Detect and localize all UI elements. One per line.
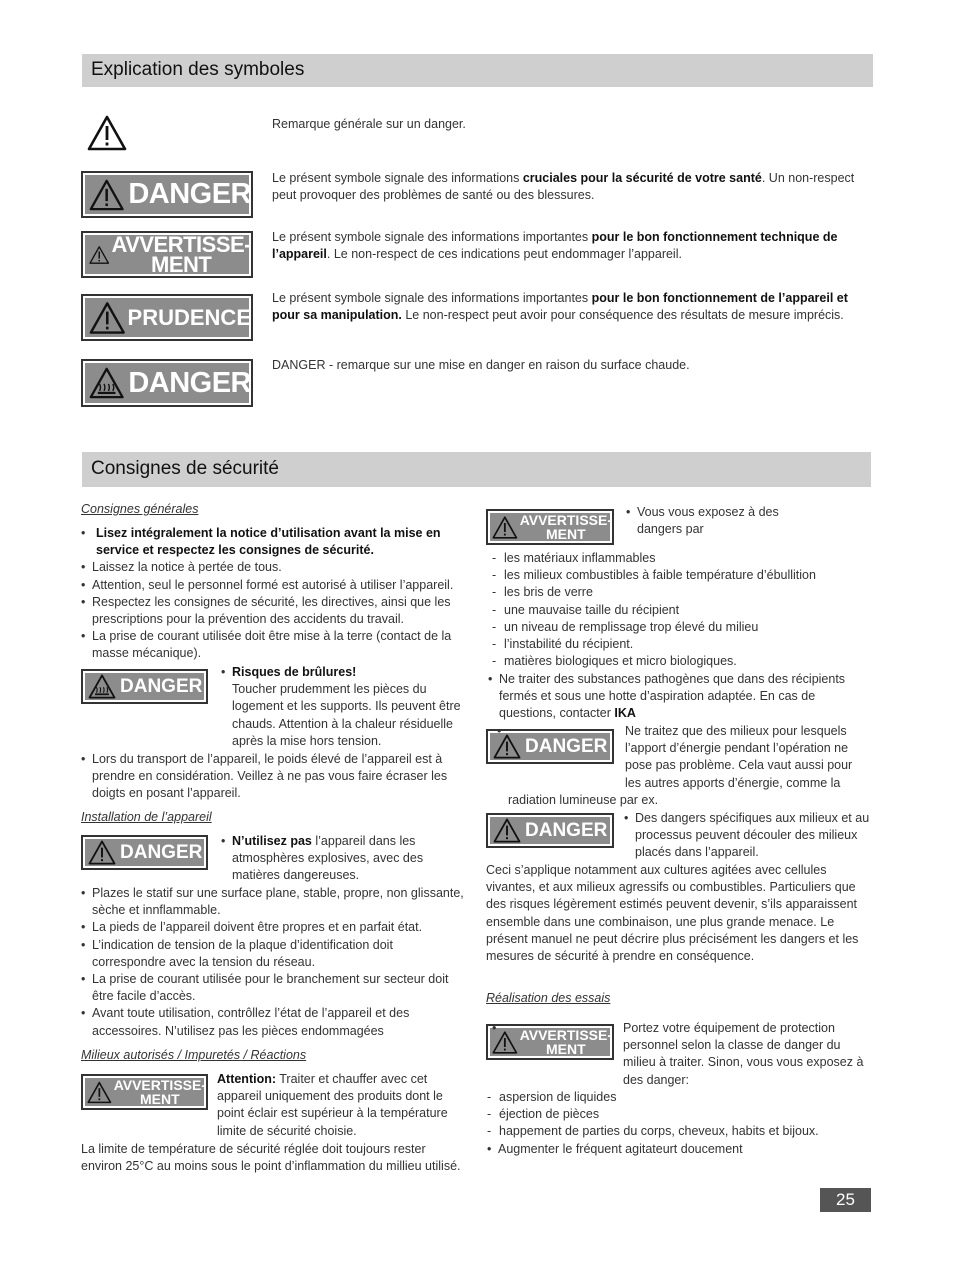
attention-text: Traiter et chauffer avec cet appareil uniquement des produits dont le point éclair est supérieur à la température limite de sécurité choisie. [217, 1072, 448, 1138]
list-item: - aspersion de liquides [487, 1089, 867, 1106]
badge-label-line1: AVVERTISSE- [519, 1027, 612, 1043]
specific-dangers-item: • Des dangers spécifiques aux milieux et au processus peuvent découler des milieux placés dans l’appareil. [624, 810, 870, 862]
burn-title: Risques de brûlures! [232, 665, 357, 679]
list-item: - un niveau de remplissage trop élevé du milieu [492, 619, 872, 636]
list-item: • L’indication de tension de la plaque d’identification doit correspondre avec la tension du réseau. [81, 937, 466, 971]
avertissement-badge-small [486, 509, 614, 545]
subheading-milieux: Milieux autorisés / Impuretés / Réactions [81, 1048, 307, 1062]
symbol-desc-general: Remarque générale sur un danger. [272, 117, 466, 131]
list-item: - happement de parties du corps, cheveux, habits et bijoux. [487, 1123, 867, 1140]
list-item: - les bris de verre [492, 584, 872, 601]
list-item: - l’instabilité du récipient. [492, 636, 872, 653]
danger-hot-badge-small: DANGER [81, 669, 208, 704]
list-item: - éjection de pièces [487, 1106, 867, 1123]
warning-triangle-icon [87, 115, 127, 151]
prudence-badge: PRUDENCE [81, 294, 253, 341]
symbol-desc-danger: Le présent symbole signale des informations cruciales pour la sécurité de votre santé. Un non-respect peut provoquer des problèmes de santé ou des blessures. [272, 171, 855, 203]
warning-triangle-icon [89, 301, 126, 335]
exposure-intro: • Vous vous exposez à des dangers par [626, 504, 796, 538]
specific-dangers-paragraph: Ceci s’applique notamment aux cultures agitées avec cellules vivantes, et aux milieux agressifs ou combustibles. Particuliers que des risques légèrement estimés peuvent devenir, s’ils apparaissent ensemble dans une combinaison, une plus grande menace. Le présent manuel ne peut décrire plus précisément les dangers et les mesures de sécurité à prendre en conséquence. [486, 863, 859, 964]
general-list [81, 525, 466, 663]
transport-item: • Lors du transport de l’appareil, le poids élevé de l’appareil est à prendre en considération. Veillez à ne pas vous faire écraser les doigts en posant l’appareil. [81, 751, 466, 803]
attention-label: Attention: [217, 1072, 277, 1086]
warning-triangle-icon [87, 1080, 112, 1105]
list-item: • La prise de courant utilisée doit être mise à la terre (contact de la masse mécanique). [81, 628, 466, 662]
section-header-safety [82, 452, 871, 487]
warning-triangle-icon [89, 178, 124, 212]
symbol-desc-prudence: Le présent symbole signale des informations importantes pour le bon fonctionnement de l’appareil et pour sa manipulation. Le non-respect peut avoir pour conséquence des résultats de mesure imprécis. [272, 291, 848, 323]
subheading-general: Consignes générales [81, 502, 199, 516]
avertissement-badge-large [81, 231, 253, 278]
subheading-install: Installation de l’appareil [81, 810, 212, 824]
danger-badge-small: DANGER [81, 835, 208, 870]
protection-item: • Portez votre équipement de protection personnel selon la classe de danger du milieu à traiter. Sinon, vous vous exposez à des danger: [492, 1020, 867, 1089]
hot-surface-icon [89, 366, 124, 400]
agitation-item: • Augmenter le fréquent agitateurt doucement [487, 1141, 867, 1158]
explosive-warning [221, 833, 465, 885]
install-list [81, 885, 466, 1040]
brand-name: IKA [614, 706, 636, 721]
burn-warning [221, 664, 467, 750]
symbol-desc-avertissement: Le présent symbole signale des informations importantes pour le bon fonctionnement technique de l’appareil. Le non-respect de ces indications peut endommager l’appareil. [272, 230, 838, 262]
list-item: - les matériaux inflammables [492, 550, 872, 567]
danger-badge-small: DANGER [486, 729, 614, 764]
list-item: - une mauvaise taille du récipient [492, 602, 872, 619]
protection-dash-list [487, 1089, 867, 1141]
badge-label-line1: AVVERTISSE- [519, 512, 612, 528]
energy-item: • Ne traitez que des milieux pour lesquels l’apport d’énergie pendant l’opération ne pose pas problème. Cela vaut aussi pour les autres apports d’énergie, comme la radiation lumineuse par ex. [497, 723, 869, 809]
section-title: Consignes de sécurité [91, 458, 279, 479]
list-item: • Respectez les consignes de sécurité, les directives, ainsi que les prescriptions pour la prévention des accidents du travail. [81, 594, 466, 628]
list-item: • La prise de courant utilisée pour le branchement sur secteur doit être facile d’accès. [81, 971, 466, 1005]
danger-badge-small: DANGER [486, 813, 614, 848]
badge-label-line2: MENT [151, 251, 212, 277]
list-item: • Attention, seul le personnel formé est autorisé à utiliser l’appareil. [81, 577, 466, 594]
warning-triangle-icon [492, 515, 518, 540]
avertissement-badge-small [81, 1074, 208, 1110]
list-item: • Laissez la notice à pertée de tous. [81, 559, 466, 576]
list-item: • Plazes le statif sur une surface plane, stable, propre, non glissante, sèche et innflammable. [81, 885, 466, 919]
explosive-text: l’appareil dans les atmosphères explosives, avec des matières dangereuses. [232, 834, 424, 883]
explosive-bold: N’utilisez pas [232, 834, 312, 848]
section-title: Explication des symboles [91, 59, 305, 80]
badge-label-line1: AVVERTISSE- [113, 1077, 206, 1093]
symbol-desc-hot: DANGER - remarque sur une mise en danger en raison du surface chaude. [272, 358, 690, 372]
subheading-essais: Réalisation des essais [486, 991, 611, 1005]
list-item: - les milieux combustibles à faible température d’ébullition [492, 567, 872, 584]
temperature-limit-text: La limite de température de sécurité réglée doit toujours rester environ 25°C au moins sous le point d’inflammation du millieu utilisé. [81, 1142, 461, 1174]
warning-triangle-icon [493, 818, 521, 843]
burn-text: Toucher prudemment les pièces du logement et les supports. Ils peuvent être chauds. Attention à la chaleur résiduelle après la mise hors tension. [232, 682, 461, 748]
list-item: • La pieds de l’appareil doivent être propres et en parfait état. [81, 919, 466, 936]
section-header-symbols [82, 54, 873, 87]
attention-note [217, 1071, 453, 1140]
pathogen-item: • Ne traiter des substances pathogènes que dans des récipients fermés et sous une hotte d’aspiration adaptée. En cas de questions, contacter IKA [488, 671, 873, 723]
badge-label-line1: AVVERTISSE- [111, 231, 251, 257]
hazard-dash-list [492, 550, 872, 670]
general-bold-item: Lisez intégralement la notice d’utilisation avant la mise en service et respectez les consignes de sécurité. [96, 526, 441, 558]
page-number: 25 [820, 1188, 871, 1212]
hot-surface-icon [88, 674, 116, 699]
badge-label-line2: MENT [140, 1091, 180, 1107]
danger-badge-large: DANGER [81, 171, 253, 218]
warning-triangle-icon [89, 238, 109, 272]
warning-triangle-icon [88, 840, 116, 865]
list-item: • Avant toute utilisation, contrôllez l’état de l’appareil et des accessoires. N’utilisez pas les pièces endommagées [81, 1005, 466, 1039]
danger-hot-surface-badge: DANGER [81, 359, 253, 407]
list-item: - matières biologiques et micro biologiques. [492, 653, 872, 670]
badge-label-line2: MENT [546, 526, 586, 542]
badge-label-line2: MENT [546, 1041, 586, 1057]
